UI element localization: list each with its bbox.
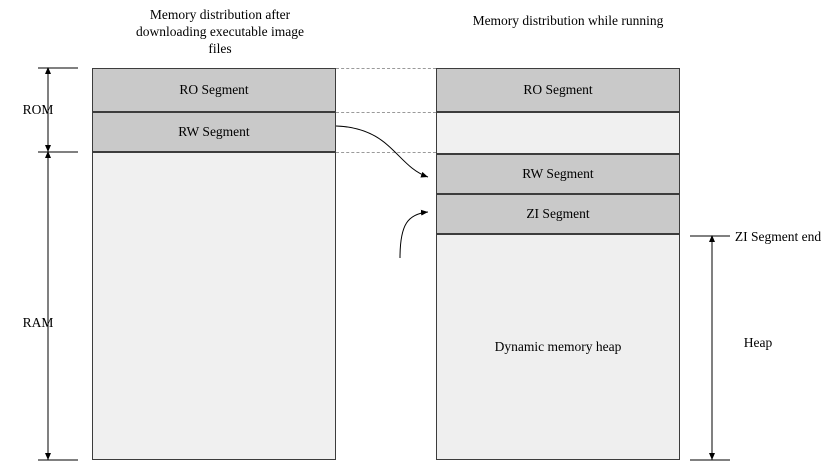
right-block-dynamic-heap [436,234,680,460]
dashed-guide-mid [336,112,436,113]
axis-label-heap: Heap [743,335,773,350]
right-block-rw-segment [436,154,680,194]
axis-label-rom: ROM [22,102,54,117]
right-block-zi-segment-label: ZI Segment [526,206,590,221]
right-diagram-title: Memory distribution while running [472,13,664,28]
left-block-free-ram [92,152,336,460]
left-block-rw-segment-label: RW Segment [178,124,250,139]
right-block-zi-segment [436,194,680,234]
left-block-rw-segment [92,112,336,152]
left-diagram-title: Memory distribution after downloading executable image files [136,7,304,56]
right-block-ro-segment [436,68,680,112]
right-block-ro-segment-label: RO Segment [523,82,593,97]
left-block-ro-segment [92,68,336,112]
right-block-gap [436,112,680,154]
left-block-ro-segment-label: RO Segment [179,82,249,97]
right-block-dynamic-heap-label: Dynamic memory heap [494,339,622,354]
right-block-rw-segment-label: RW Segment [522,166,594,181]
axis-label-zi-segment-end: ZI Segment end [734,229,822,244]
axis-label-ram: RAM [22,315,54,330]
dashed-guide-top [336,68,436,69]
dashed-guide-bottom [336,152,436,153]
